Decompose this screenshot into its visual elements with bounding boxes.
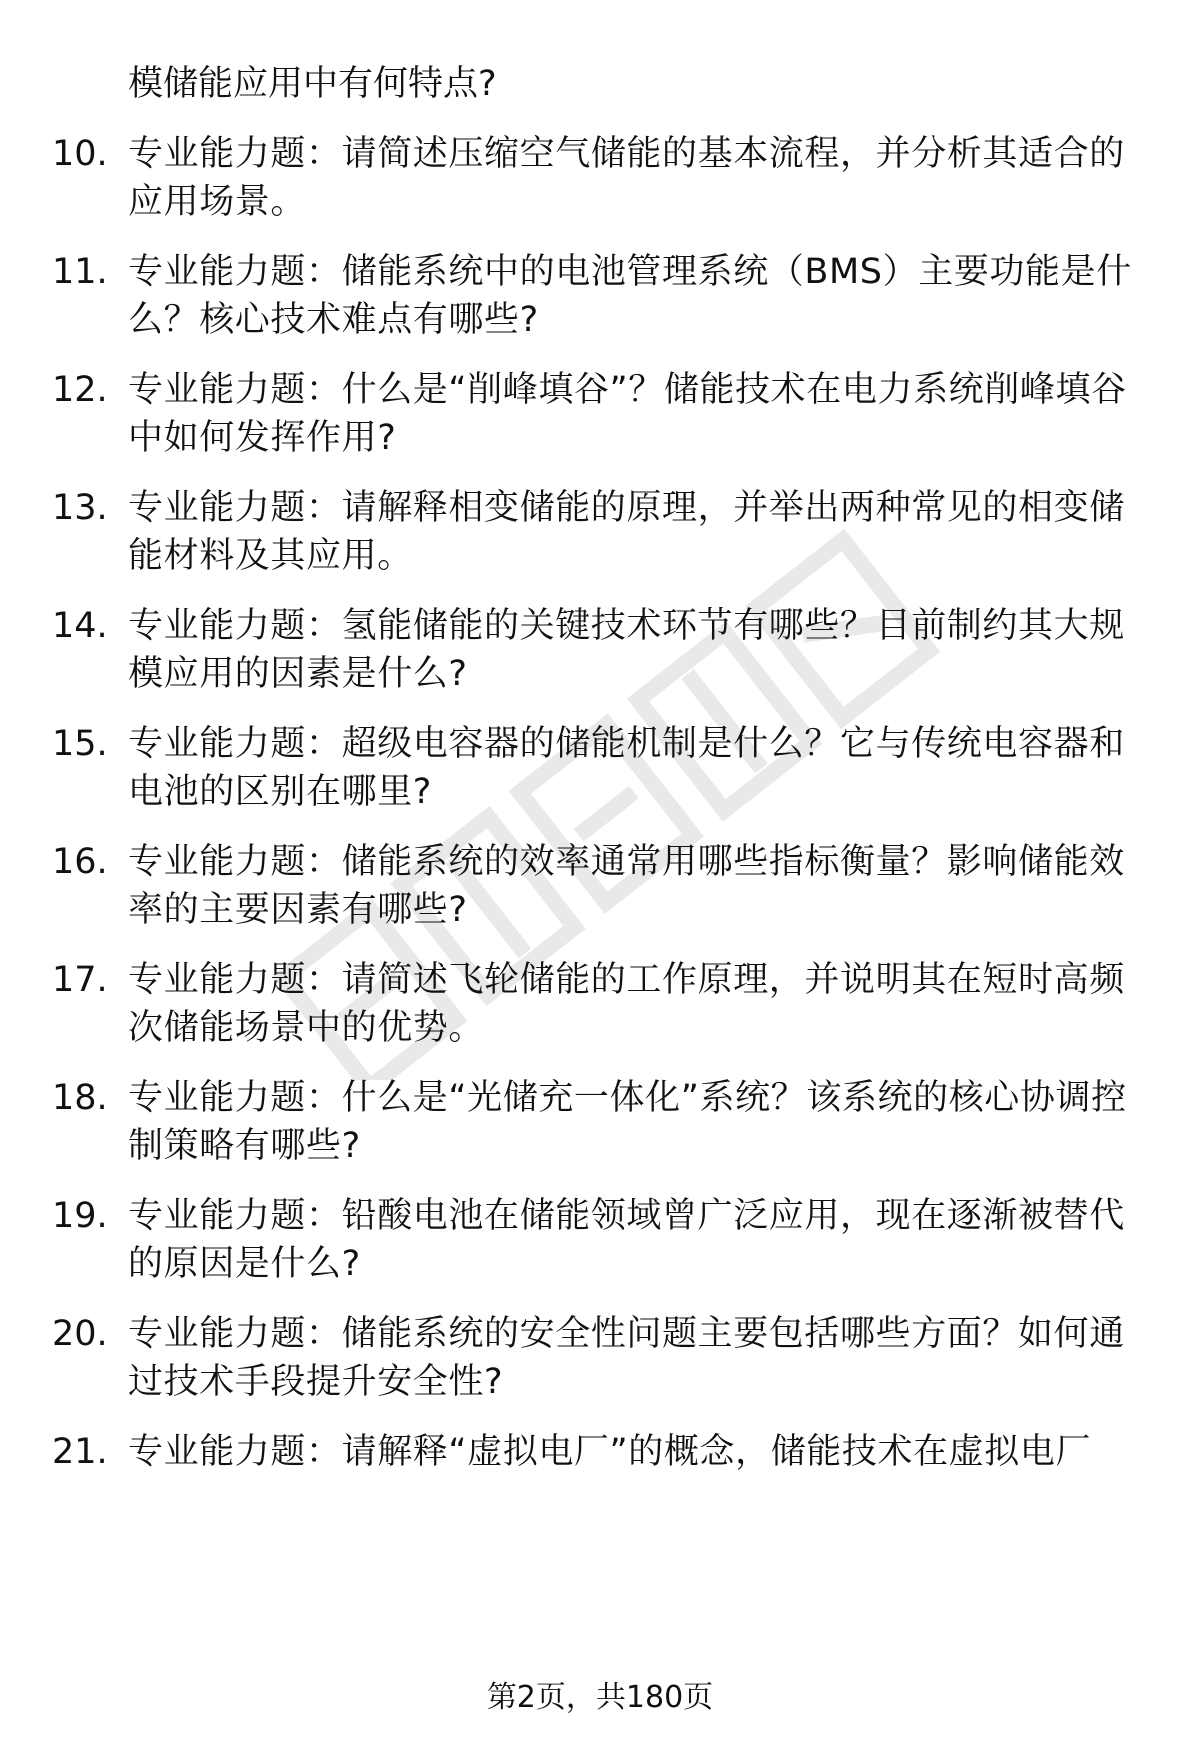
question-number: 20. — [52, 1314, 108, 1354]
continuation-text: 模储能应用中有何特点? — [128, 64, 497, 104]
question-number: 19. — [52, 1196, 108, 1236]
question-text: 专业能力题：请简述飞轮储能的工作原理，并说明其在短时高频次储能场景中的优势。 — [128, 960, 1125, 1048]
question-text: 专业能力题：请简述压缩空气储能的基本流程，并分析其适合的应用场景。 — [128, 134, 1125, 222]
question-text: 专业能力题：请解释“虚拟电厂”的概念，储能技术在虚拟电厂 — [128, 1432, 1092, 1472]
question-number: 15. — [52, 724, 108, 764]
question-number: 16. — [52, 842, 108, 882]
question-text: 专业能力题：储能系统中的电池管理系统（BMS）主要功能是什么？核心技术难点有哪些? — [128, 252, 1132, 340]
question-text: 专业能力题：铅酸电池在储能领域曾广泛应用，现在逐渐被替代的原因是什么? — [128, 1196, 1125, 1284]
question-number: 17. — [52, 960, 108, 1000]
question-number: 18. — [52, 1078, 108, 1118]
question-text: 专业能力题：储能系统的安全性问题主要包括哪些方面？如何通过技术手段提升安全性? — [128, 1314, 1125, 1402]
question-number: 11. — [52, 252, 108, 292]
page-footer: 第2页，共180页 — [486, 1680, 714, 1715]
question-number: 21. — [52, 1432, 108, 1472]
question-text: 专业能力题：储能系统的效率通常用哪些指标衡量？影响储能效率的主要因素有哪些? — [128, 842, 1125, 930]
question-number: 14. — [52, 606, 108, 646]
question-text: 专业能力题：什么是“削峰填谷”？储能技术在电力系统削峰填谷中如何发挥作用? — [128, 370, 1127, 458]
question-text: 专业能力题：什么是“光储充一体化”系统？该系统的核心协调控制策略有哪些? — [128, 1078, 1127, 1166]
question-number: 13. — [52, 488, 108, 528]
question-number: 10. — [52, 134, 108, 174]
question-number: 12. — [52, 370, 108, 410]
question-text: 专业能力题：超级电容器的储能机制是什么？它与传统电容器和电池的区别在哪里? — [128, 724, 1125, 812]
question-text: 专业能力题：请解释相变储能的原理，并举出两种常见的相变储能材料及其应用。 — [128, 488, 1125, 576]
question-text: 专业能力题：氢能储能的关键技术环节有哪些？目前制约其大规模应用的因素是什么? — [128, 606, 1125, 694]
